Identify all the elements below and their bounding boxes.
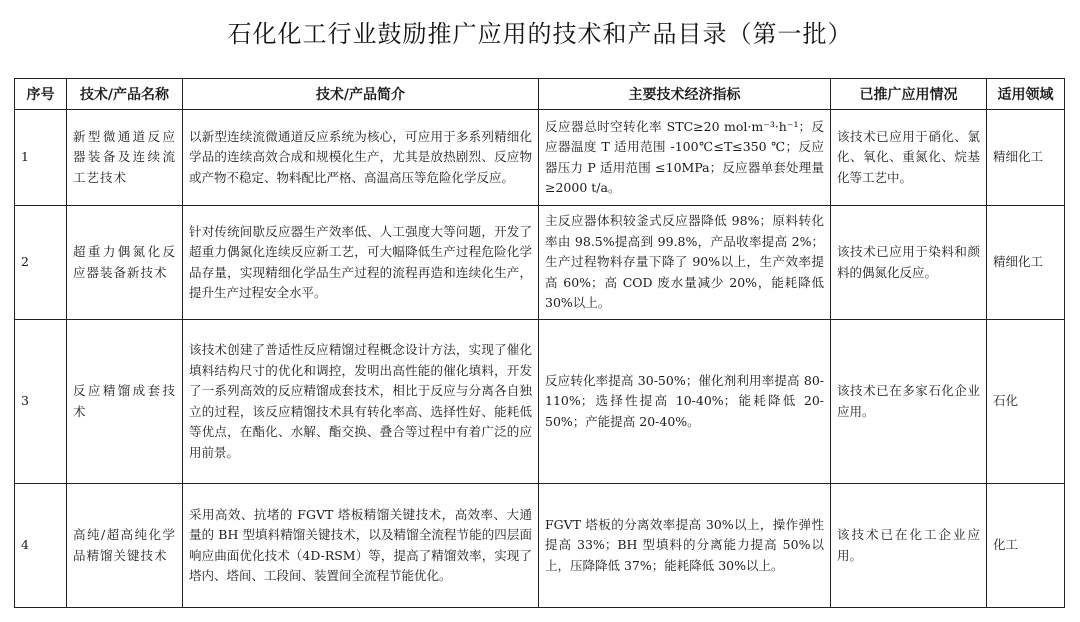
column-header-field: 适用领域 <box>987 79 1065 110</box>
catalog-table <box>14 78 1065 608</box>
row-no: 4 <box>15 484 67 608</box>
row-applied: 该技术已在化工企业应用。 <box>831 484 987 608</box>
table-header-row <box>15 79 1065 110</box>
table-row <box>15 484 1065 608</box>
row-applied: 该技术已应用于染料和颜料的偶氮化反应。 <box>831 206 987 320</box>
row-applied: 该技术已应用于硝化、氯化、氧化、重氮化、烷基化等工艺中。 <box>831 110 987 206</box>
row-field: 石化 <box>987 320 1065 484</box>
row-name: 超重力偶氮化反应器装备新技术 <box>67 206 183 320</box>
row-field: 精细化工 <box>987 206 1065 320</box>
column-header-indicators: 主要技术经济指标 <box>539 79 831 110</box>
row-name: 反应精馏成套技术 <box>67 320 183 484</box>
column-header-applied: 已推广应用情况 <box>831 79 987 110</box>
column-header-no: 序号 <box>15 79 67 110</box>
table-row <box>15 110 1065 206</box>
row-intro: 该技术创建了普适性反应精馏过程概念设计方法，实现了催化填料结构尺寸的优化和调控，发明出高性能的催化填料，开发了一系列高效的反应精馏成套技术，相比于反应与分离各自独立的过程，该反应精馏技术具有转化率高、选择性好、能耗低等优点，在酯化、水解、酯交换、叠合等过程中有着广泛的应用前景。 <box>183 320 539 484</box>
table-row <box>15 320 1065 484</box>
column-header-name: 技术/产品名称 <box>67 79 183 110</box>
row-name: 新型微通道反应器装备及连续流工艺技术 <box>67 110 183 206</box>
row-indicators: 主反应器体积较釜式反应器降低 98%；原料转化率由 98.5%提高到 99.8%，产品收率提高 2%；生产过程物料存量下降了 90%以上，生产效率提高 60%；高 COD 废水量减少 20%，能耗降低 30%以上。 <box>539 206 831 320</box>
row-indicators: 反应转化率提高 30-50%；催化剂利用率提高 80-110%；选择性提高 10-40%；能耗降低 20-50%；产能提高 20-40%。 <box>539 320 831 484</box>
row-name: 高纯/超高纯化学品精馏关键技术 <box>67 484 183 608</box>
row-field: 精细化工 <box>987 110 1065 206</box>
row-intro: 采用高效、抗堵的 FGVT 塔板精馏关键技术，高效率、大通量的 BH 型填料精馏关键技术，以及精馏全流程节能的四层面响应曲面优化技术（4D-RSM）等，提高了精馏效率，实现了塔内、塔间、工段间、装置间全流程节能优化。 <box>183 484 539 608</box>
row-intro: 以新型连续流微通道反应系统为核心，可应用于多系列精细化学品的连续高效合成和规模化生产，尤其是放热剧烈、反应物或产物不稳定、物料配比严格、高温高压等危险化学反应。 <box>183 110 539 206</box>
table-row <box>15 206 1065 320</box>
row-indicators: FGVT 塔板的分离效率提高 30%以上，操作弹性提高 33%；BH 型填料的分离能力提高 50%以上，压降降低 37%；能耗降低 30%以上。 <box>539 484 831 608</box>
row-no: 1 <box>15 110 67 206</box>
row-intro: 针对传统间歇反应器生产效率低、人工强度大等问题，开发了超重力偶氮化连续反应新工艺，可大幅降低生产过程危险化学品存量，实现精细化学品生产过程的流程再造和连续化生产，提升生产过程安全水平。 <box>183 206 539 320</box>
page-title: 石化化工行业鼓励推广应用的技术和产品目录（第一批） <box>227 20 853 48</box>
row-no: 2 <box>15 206 67 320</box>
column-header-intro: 技术/产品简介 <box>183 79 539 110</box>
row-no: 3 <box>15 320 67 484</box>
row-indicators: 反应器总时空转化率 STC≥20 mol·m⁻³·h⁻¹；反应器温度 T 适用范围 -100℃≤T≤350 ℃；反应器压力 P 适用范围 ≤10MPa；反应器单套处理量≥2000 t/a。 <box>539 110 831 206</box>
row-field: 化工 <box>987 484 1065 608</box>
row-applied: 该技术已在多家石化企业应用。 <box>831 320 987 484</box>
